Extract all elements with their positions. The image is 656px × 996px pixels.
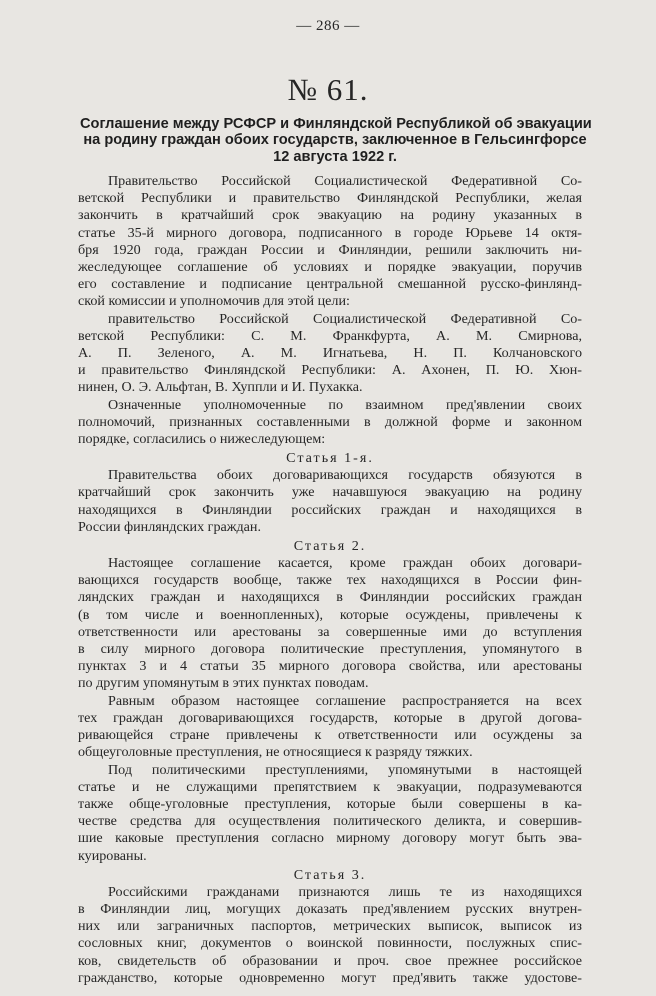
text-line: (в том числе и военнопленных), которые осуждены, привлечены к [78,606,582,623]
text-line: бря 1920 года, граждан России и Финляндии, решили заключить ни- [78,241,582,258]
text-line: также обще-уголовные преступления, которые были совершены в ка- [78,795,582,812]
text-line: статье 35-й мирного договора, подписанного в городе Юрьеве 14 октя- [78,224,582,241]
title-line: на родину граждан обоих государств, заключенное в Гельсингфорсе [83,132,587,149]
text-line: находящихся в Финляндии российских граждан и находящихся в [78,501,582,518]
text-line: Российскими гражданами признаются лишь те из находящихся [108,883,582,900]
paragraph [78,693,582,762]
text-line: гражданство, которые одновременно могут пред'явить также удостове- [78,969,582,986]
text-line: Настоящее соглашение касается, кроме граждан обоих договари- [108,555,582,572]
text-line: ривающейся стране привлечены к ответственности или осуждены за [78,727,582,744]
text-line: и правительство Финляндской Республики: А. Ахонен, П. Ю. Хюн- [78,362,582,379]
text-line: тех граждан договаривающихся государств, которые в другой догова- [78,709,582,726]
article-heading: Статья 1-я. [286,450,374,467]
text-line: порядке, согласились о нижеследующем: [78,431,326,448]
text-line: ской комиссии и уполномочив для этой цели: [78,293,350,310]
text-line: жеследующее соглашение об условиях и порядке эвакуации, поручив [78,259,582,276]
text-line: ответственности или арестованы за совершенные ими до вступления [78,623,582,640]
text-line: в силу мирного договора политические преступления, упомянутого в [78,641,582,658]
text-line: пунктах 3 и 4 статьи 35 мирного договора свойства, или арестованы [78,658,582,675]
paragraph [78,467,582,536]
text-line: честве средства для осуществления политического деликта, и совершив- [78,813,582,830]
text-line: ветской Республики: С. М. Франкфурта, А. М. Смирнова, [78,327,582,344]
text-line: шие каковые преступления согласно мирному договору могут быть эва- [78,830,582,847]
text-line: ветской Республики и правительство Финляндской Республики, желая [78,190,582,207]
text-line: полномочий, признанных составленными в должной форме и законном [78,413,582,430]
paragraph [78,173,582,311]
document-title [80,116,590,165]
article-heading: Статья 3. [293,866,367,883]
text-line: ляндских граждан и находящихся в Финляндии российских граждан [78,589,582,606]
text-line: вающихся государств вообще, также тех находящихся в России фин- [78,572,582,589]
text-line: России финляндских граждан. [78,518,261,535]
title-line: Соглашение между РСФСР и Финляндской Республикой об эвакуации [80,116,592,132]
paragraph [78,762,582,865]
text-line: куированы. [78,847,147,864]
text-line: в Финляндии лиц, могущих доказать пред'явлением русских внутрен- [78,900,582,917]
text-line: А. П. Зеленого, А. М. Игнатьева, Н. П. Колчановского [78,345,582,362]
text-line: закончить в кратчайший срок эвакуацию на родину указанных в [78,207,582,224]
document-body [78,173,582,987]
text-line: Означенные уполномоченные по взаимном пред'явлении своих [108,396,582,413]
text-line: Под политическими преступлениями, упомянутыми в настоящей [108,761,582,778]
text-line: Правительства обоих договаривающихся государств обязуются в [108,467,582,484]
text-line: статье и не служащими препятствием к эвакуации, подразумеваются [78,778,582,795]
paragraph [78,311,582,397]
text-line: его составление и подписание центральной смешанной русско-финлянд- [78,276,582,293]
text-line: Равным образом настоящее соглашение распространяется на всех [108,692,582,709]
text-line: ков, свидетельств об образовании и проч. свое прежнее российское [78,952,582,969]
paragraph [78,555,582,693]
paragraph [78,397,582,449]
page-number: — 286 — [296,18,360,34]
text-line: сословных книг, документов о воинской повинности, послужных спис- [78,935,582,952]
text-line: правительство Российской Социалистической Федеративной Со- [108,310,582,327]
text-line: общеуголовные преступления, не относящиеся к разряду тяжких. [78,744,473,761]
text-line: кратчайший срок закончить уже начавшуюся эвакуацию на родину [78,484,582,501]
paragraph [78,884,582,987]
text-line: них или заграничных паспортов, метрических выписок, выписок из [78,918,582,935]
document-number: № 61. [287,72,369,107]
text-line: Правительство Российской Социалистической Федеративной Со- [108,173,582,189]
text-line: нинен, О. Э. Альфтан, В. Хуппли и И. Пухакка. [78,379,363,396]
article-heading: Статья 2. [293,538,367,555]
title-line: 12 августа 1922 г. [273,148,397,165]
text-line: по другим упомянутым в этих пунктах поводам. [78,675,369,692]
